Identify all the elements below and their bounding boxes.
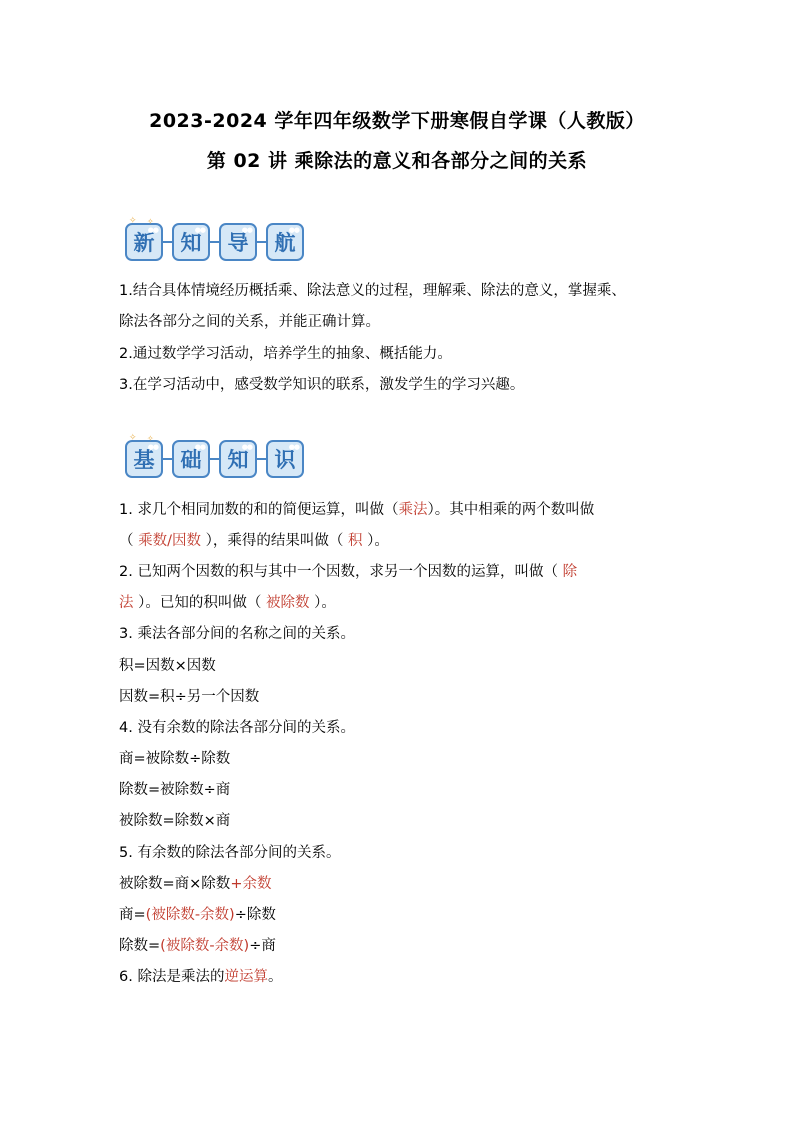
badge-char: ✧ 基 ●● ✧ (125, 440, 163, 478)
lesson-title: 第 02 讲 乘除法的意义和各部分之间的关系 (206, 150, 588, 172)
document-title: 2023-2024 学年四年级数学下册寒假自学课（人教版） (149, 110, 645, 132)
knowledge-item-6: 6. 除法是乘法的逆运算。 (119, 969, 283, 985)
answer-text: 被除数 (265, 595, 310, 611)
highlight-text: (被除数-余数) (160, 938, 250, 954)
knowledge-item-1: 1. 求几个相同加数的和的简便运算，叫做（乘法）。其中相乘的两个数叫做 (119, 502, 595, 518)
answer-text: 除 (562, 564, 578, 580)
knowledge-item-2: 2. 已知两个因数的积与其中一个因数，求另一个因数的运算，叫做（ 除 (119, 564, 578, 580)
highlight-text: 逆运算 (224, 969, 268, 985)
highlight-text: +余数 (230, 876, 272, 892)
badge-char: 础 ●● (172, 440, 210, 478)
badge-connector (163, 241, 172, 243)
formula: 除数=被除数÷商 (119, 782, 231, 798)
badge-char: 识 ●● (266, 440, 304, 478)
knowledge-item-1-cont: （ 乘数/因数 ），乘得的结果叫做（ 积 ）。 (119, 533, 389, 549)
badge-char: 导 ●● (219, 223, 257, 261)
badge-connector (210, 241, 219, 243)
knowledge-item-5: 5. 有余数的除法各部分间的关系。 (119, 845, 341, 861)
objective-line: 除法各部分之间的关系，并能正确计算。 (119, 314, 380, 330)
knowledge-item-4: 4. 没有余数的除法各部分间的关系。 (119, 720, 355, 736)
formula: 除数=(被除数-余数)÷商 (119, 938, 276, 954)
formula: 积=因数×因数 (119, 658, 216, 674)
badge-connector (257, 458, 266, 460)
formula: 商=(被除数-余数)÷除数 (119, 907, 276, 923)
formula: 被除数=除数×商 (119, 813, 231, 829)
formula: 商=被除数÷除数 (119, 751, 231, 767)
answer-text: 乘数/因数 (138, 533, 201, 549)
badge-connector (210, 458, 219, 460)
badge-connector (257, 241, 266, 243)
badge-char: 知 ●● (172, 223, 210, 261)
section-header-basic-knowledge (125, 440, 304, 478)
knowledge-item-2-cont: 法 ）。已知的积叫做（ 被除数 ）。 (119, 595, 336, 611)
formula: 因数=积÷另一个因数 (119, 689, 260, 705)
badge-char: 知 ●● (219, 440, 257, 478)
answer-text: 法 (119, 595, 134, 611)
knowledge-item-3: 3. 乘法各部分间的名称之间的关系。 (119, 626, 355, 642)
answer-text: 积 (347, 533, 363, 549)
highlight-text: (被除数-余数) (145, 907, 235, 923)
objective-line: 2.通过数学学习活动，培养学生的抽象、概括能力。 (119, 346, 452, 362)
formula: 被除数=商×除数+余数 (119, 876, 272, 892)
objective-line: 3.在学习活动中，感受数学知识的联系，激发学生的学习兴趣。 (119, 377, 525, 393)
answer-text: 乘法 (398, 502, 428, 518)
badge-connector (163, 458, 172, 460)
badge-char: ✧ 新 ●● ✧ (125, 223, 163, 261)
objective-line: 1.结合具体情境经历概括乘、除法意义的过程，理解乘、除法的意义，掌握乘、 (119, 283, 626, 299)
section-header-new-knowledge (125, 223, 304, 261)
badge-char: 航 ●● (266, 223, 304, 261)
